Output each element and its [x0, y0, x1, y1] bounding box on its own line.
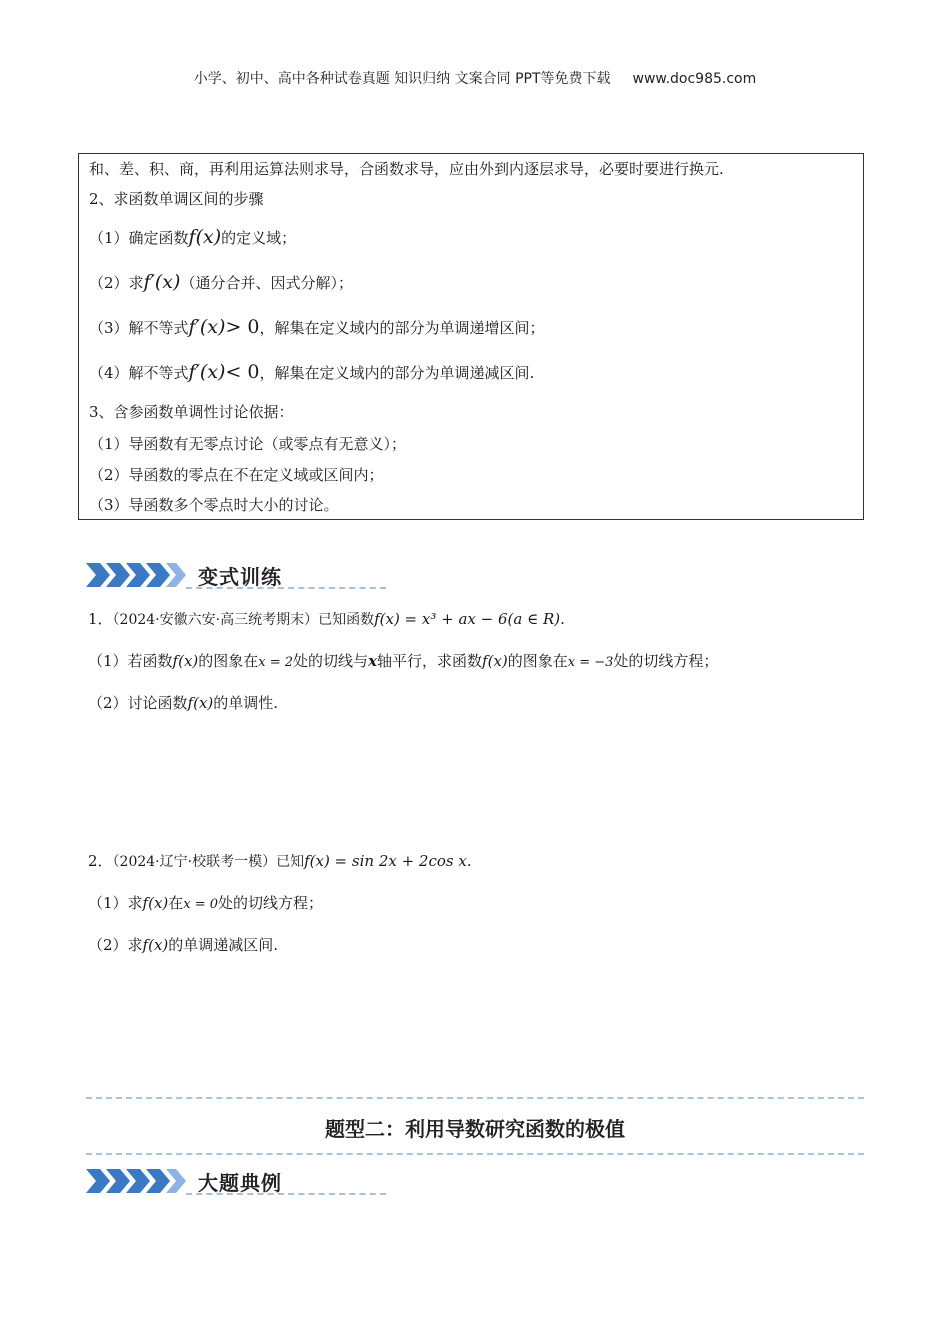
math-x-axis: x	[368, 652, 378, 670]
question-2-stem	[88, 850, 472, 871]
question-2-part-1	[88, 892, 323, 913]
text: （1）求	[88, 894, 143, 912]
math-fx: f(x)	[172, 652, 199, 670]
question-source: （2024·辽宁·校联考一模）已知	[112, 854, 305, 870]
banner-title: 大题典例	[198, 1171, 282, 1195]
math-fx: f(x)	[188, 226, 222, 248]
header-site[interactable]: www.doc985.com	[632, 71, 757, 87]
text: （2）讨论函数	[88, 694, 188, 712]
question-2-part-2	[88, 934, 278, 955]
period: .	[466, 852, 472, 870]
text: 的单调递减区间.	[168, 936, 279, 954]
box-line-8: （1）导函数有无零点讨论（或零点有无意义）；	[89, 435, 407, 453]
banner-underline	[186, 1193, 386, 1195]
box-step-4	[89, 361, 534, 383]
box-line-10: （3）导函数多个零点时大小的讨论。	[89, 496, 339, 514]
chevron-arrows-icon	[86, 560, 190, 590]
box-line-2: 2、求函数单调区间的步骤	[89, 190, 264, 208]
math-fpx: f′(x)	[188, 361, 226, 383]
question-formula: f(x) = x³ + ax − 6(a ∈ R)	[374, 610, 561, 628]
box-line-1: 和、差、积、商，再利用运算法则求导，合函数求导，应由外到内逐层求导，必要时要进行换元.	[89, 160, 724, 178]
step-3-inequality: > 0	[225, 316, 260, 338]
math-x: x = −3	[567, 655, 614, 670]
box-step-1	[89, 226, 296, 248]
math-fx: f(x)	[142, 894, 169, 912]
math-fpx: f′(x)	[143, 271, 181, 293]
section-divider-top	[86, 1097, 864, 1099]
box-line-9: （2）导函数的零点在不在定义域或区间内；	[89, 466, 384, 484]
text: 轴平行，求函数	[377, 652, 483, 670]
math-fpx: f′(x)	[188, 316, 226, 338]
banner-variant-training	[86, 560, 326, 594]
step-3-text: ，解集在定义域内的部分为单调递增区间；	[259, 319, 545, 337]
banner-underline	[186, 587, 386, 589]
math-fx: f(x)	[142, 936, 169, 954]
banner-example	[86, 1166, 326, 1200]
box-step-3	[89, 316, 545, 338]
question-1-part-2	[88, 692, 278, 713]
section-divider-bottom	[86, 1153, 864, 1155]
text: 的图象在	[198, 652, 259, 670]
period: .	[560, 610, 565, 628]
step-2-text: （通分合并、因式分解）；	[180, 274, 353, 292]
math-x: x = 2	[258, 655, 294, 670]
step-3-label: （3）解不等式	[89, 319, 189, 337]
text: 处的切线方程；	[218, 894, 324, 912]
page-header	[0, 68, 950, 88]
box-step-2	[89, 271, 353, 293]
text: （1）若函数	[88, 652, 173, 670]
step-4-text: ，解集在定义域内的部分为单调递减区间.	[259, 364, 535, 382]
summary-box	[78, 153, 864, 520]
step-4-inequality: < 0	[225, 361, 260, 383]
step-1-label: （1）确定函数	[89, 229, 189, 247]
question-1-stem	[88, 608, 565, 629]
step-2-label: （2）求	[89, 274, 144, 292]
text: 的图象在	[507, 652, 568, 670]
text: 的单调性.	[213, 694, 279, 712]
text: 在	[168, 894, 184, 912]
math-x: x = 0	[183, 897, 219, 912]
question-source: （2024·安徽六安·高三统考期末）已知函数	[112, 612, 375, 628]
step-4-label: （4）解不等式	[89, 364, 189, 382]
math-fx: f(x)	[187, 694, 214, 712]
step-1-text: 的定义域；	[221, 229, 297, 247]
math-fx: f(x)	[482, 652, 508, 670]
header-text: 小学、初中、高中各种试卷真题 知识归纳 文案合同 PPT等免费下载	[193, 71, 611, 87]
question-number: 1．	[88, 610, 113, 628]
question-1-part-1	[88, 650, 718, 671]
section-title: 题型二：利用导数研究函数的极值	[325, 1117, 625, 1141]
text: 处的切线与	[293, 652, 369, 670]
question-number: 2．	[88, 852, 113, 870]
text: （2）求	[88, 936, 143, 954]
banner-title: 变式训练	[198, 565, 282, 589]
text: 处的切线方程；	[613, 652, 719, 670]
question-formula: f(x) = sin 2x + 2cos x	[304, 852, 467, 870]
chevron-arrows-icon	[86, 1166, 190, 1196]
box-line-7: 3、含参函数单调性讨论依据：	[89, 403, 294, 421]
